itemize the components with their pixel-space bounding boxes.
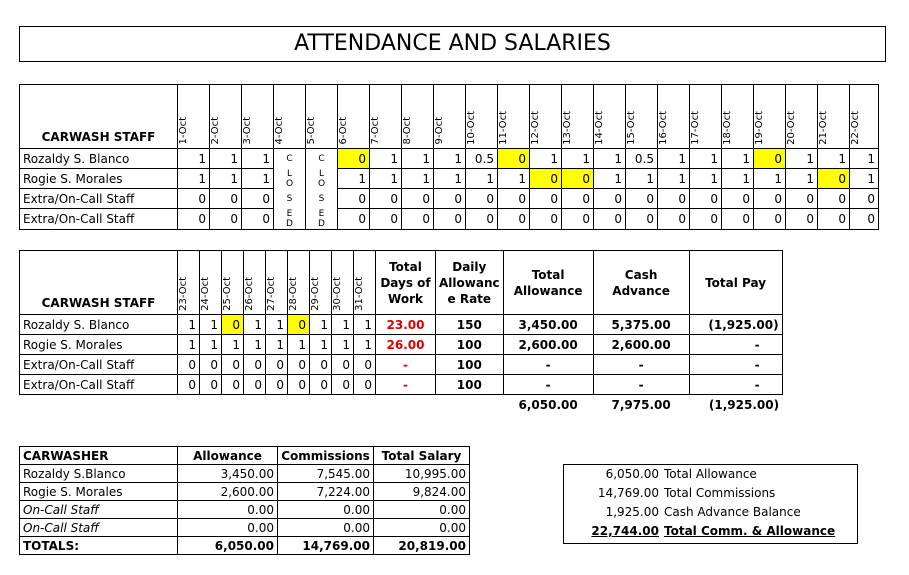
closed-letter: L O [306,169,338,189]
allowance-cell: 3,450.00 [503,315,593,335]
attendance-cell: 1 [786,169,818,189]
date-header [310,251,332,315]
total-pay-cell: - [689,355,782,375]
staff-header: CARWASH STAFF [20,251,178,315]
attendance-cell: 1 [242,149,274,169]
attendance-cell: 0 [178,209,210,230]
attendance-cell: 0 [850,209,879,230]
attendance-cell: 0 [690,189,722,209]
attendance-cell: 0 [466,209,498,230]
total-pay-cell: - [689,375,782,395]
summary-line [564,505,857,523]
attendance-cell: 0 [402,209,434,230]
attendance-cell: 0 [754,189,786,209]
total-allowance-header: Total Allowance [503,251,593,315]
attendance-cell: 0 [266,375,288,395]
total-days-cell: - [376,375,436,395]
attendance-cell: 1 [434,169,466,189]
attendance-cell: 0 [818,169,850,189]
date-label: 19-Oct [754,111,765,145]
attendance-cell: 1 [244,315,266,335]
table-row [20,355,783,375]
attendance-cell: 0 [562,169,594,189]
attendance-cell: 1 [722,169,754,189]
attendance-cell: 1 [690,149,722,169]
attendance-cell: 1 [242,169,274,189]
closed-letter: C [274,149,306,169]
commissions-cell: 7,224.00 [278,483,374,501]
page-title: ATTENDANCE AND SALARIES [19,26,886,62]
staff-name: Rogie S. Morales [20,169,178,189]
attendance-cell: 1 [354,335,376,355]
attendance-cell: 1 [530,149,562,169]
allowance-total: 6,050.00 [178,537,278,555]
date-label: 23-Oct [178,277,189,311]
date-header [434,85,466,149]
attendance-cell: 1 [626,169,658,189]
attendance-cell: 0 [626,189,658,209]
attendance-cell: 0 [754,149,786,169]
date-label: 9-Oct [434,117,445,145]
attendance-cell: 0 [498,209,530,230]
attendance-cell: 1 [754,169,786,189]
cash-advance-cell: - [593,375,689,395]
date-label: 18-Oct [722,111,733,145]
attendance-cell: 0 [244,355,266,375]
cash-advance-cell: 5,375.00 [593,315,689,335]
attendance-cell: 0 [338,209,370,230]
attendance-cell: 1 [222,335,244,355]
summary-value: 22,744.00 [591,524,659,538]
attendance-cell: 0 [786,189,818,209]
cash-advance-cell: - [593,355,689,375]
attendance-cell: 0 [200,355,222,375]
date-label: 11-Oct [498,111,509,145]
attendance-cell: 1 [562,149,594,169]
staff-name: Extra/On-Call Staff [20,209,178,230]
carwasher-name: Rozaldy S.Blanco [20,465,178,483]
date-label: 7-Oct [370,117,381,145]
date-header [850,85,879,149]
totals-summary-box [563,464,858,544]
staff-name: Rogie S. Morales [20,335,178,355]
rate-cell: 100 [436,375,504,395]
allowance-cell: 0.00 [178,501,278,519]
attendance-cell: 1 [498,169,530,189]
staff-name: Extra/On-Call Staff [20,375,178,395]
attendance-cell: 1 [658,149,690,169]
carwasher-name: On-Call Staff [20,501,178,519]
total-salary-cell: 0.00 [374,519,470,537]
date-header [244,251,266,315]
attendance-cell: 1 [288,335,310,355]
attendance-cell: 1 [434,149,466,169]
attendance-cell: 0 [850,189,879,209]
table-row [20,169,879,189]
total-pay-cell: (1,925.00) [689,315,782,335]
attendance-cell: 0 [210,189,242,209]
attendance-table-1 [19,84,879,230]
attendance-cell: 0 [178,355,200,375]
staff-name: Extra/On-Call Staff [20,189,178,209]
attendance-cell: 1 [370,169,402,189]
date-header [626,85,658,149]
date-label: 20-Oct [786,111,797,145]
closed-letter: S [274,189,306,209]
staff-header: CARWASH STAFF [20,85,178,149]
date-header [754,85,786,149]
attendance-cell: 1 [402,169,434,189]
date-label: 13-Oct [562,111,573,145]
attendance-cell: 0 [786,209,818,230]
attendance-cell: 0 [354,355,376,375]
total-pay-sum: (1,925.00) [708,397,780,412]
attendance-cell: 0 [626,209,658,230]
attendance-table-2 [19,250,783,415]
date-header [354,251,376,315]
date-label: 3-Oct [242,117,253,145]
summary-line [564,467,857,485]
attendance-cell: 0 [332,355,354,375]
attendance-cell: 0 [354,375,376,395]
attendance-cell: 0 [242,189,274,209]
allowance-cell: 2,600.00 [178,483,278,501]
attendance-cell: 0 [818,189,850,209]
date-header [288,251,310,315]
date-label: 31-Oct [354,277,365,311]
attendance-cell: 0 [222,375,244,395]
attendance-cell: 1 [310,315,332,335]
attendance-cell: 1 [786,149,818,169]
attendance-cell: 0 [178,375,200,395]
attendance-cell: 0 [818,209,850,230]
date-header [658,85,690,149]
summary-value: 6,050.00 [605,467,659,481]
attendance-cell: 0 [332,375,354,395]
commissions-total: 14,769.00 [278,537,374,555]
attendance-cell: 0 [288,315,310,335]
attendance-cell: 1 [338,169,370,189]
date-header [200,251,222,315]
attendance-cell: 0 [754,209,786,230]
total-days-cell: - [376,355,436,375]
summary-value: 14,769.00 [597,486,659,500]
date-label: 12-Oct [530,111,541,145]
totals-row [20,395,783,415]
date-header [266,251,288,315]
attendance-cell: 0 [310,355,332,375]
table-row [20,483,470,501]
closed-letter: S [306,189,338,209]
attendance-cell: 1 [310,335,332,355]
attendance-cell: 0 [244,375,266,395]
attendance-cell: 1 [178,315,200,335]
table-row [20,209,879,230]
summary-label: Cash Advance Balance [664,505,801,519]
date-header [722,85,754,149]
allowance-cell: 3,450.00 [178,465,278,483]
attendance-cell: 0.5 [626,149,658,169]
rate-cell: 100 [436,335,504,355]
date-label: 29-Oct [310,277,321,311]
totals-row [20,537,470,555]
summary-value: 1,925.00 [605,505,659,519]
attendance-cell: 1 [354,315,376,335]
attendance-cell: 0 [310,375,332,395]
total-salary-cell: 9,824.00 [374,483,470,501]
date-header [818,85,850,149]
attendance-cell: 0 [722,189,754,209]
summary-label: Total Commissions [664,486,776,500]
allowance-cell: 0.00 [178,519,278,537]
date-header [222,251,244,315]
salary-summary-table [19,446,470,555]
date-label: 6-Oct [338,117,349,145]
date-header [370,85,402,149]
attendance-cell: 0 [338,189,370,209]
date-label: 4-Oct [274,117,285,145]
attendance-cell: 0 [288,355,310,375]
commissions-header: Commissions [278,447,374,465]
summary-line [564,524,857,542]
summary-line [564,486,857,504]
table-row [20,149,879,169]
attendance-cell: 0 [498,189,530,209]
total-allowance-sum: 6,050.00 [518,397,578,412]
rate-cell: 150 [436,315,504,335]
date-header [306,85,338,149]
attendance-cell: 0 [530,189,562,209]
attendance-cell: 0 [402,189,434,209]
date-label: 25-Oct [222,277,233,311]
attendance-cell: 0 [200,375,222,395]
total-days-cell: 26.00 [376,335,436,355]
attendance-cell: 1 [178,169,210,189]
attendance-cell: 1 [658,169,690,189]
cash-advance-header: Cash Advance [593,251,689,315]
attendance-cell: 0 [466,189,498,209]
date-header [178,85,210,149]
date-header [498,85,530,149]
attendance-cell: 0 [370,189,402,209]
commissions-cell: 0.00 [278,519,374,537]
table-row [20,315,783,335]
date-label: 15-Oct [626,111,637,145]
attendance-cell: 1 [722,149,754,169]
attendance-cell: 1 [402,149,434,169]
attendance-cell: 1 [850,149,879,169]
date-header [242,85,274,149]
attendance-cell: 0 [434,209,466,230]
date-label: 16-Oct [658,111,669,145]
closed-letter: E D [306,209,338,230]
carwasher-name: On-Call Staff [20,519,178,537]
attendance-cell: 0 [370,209,402,230]
date-header [178,251,200,315]
attendance-cell: 1 [200,335,222,355]
attendance-cell: 0 [658,189,690,209]
attendance-cell: 0 [594,209,626,230]
allowance-cell: - [503,355,593,375]
attendance-cell: 1 [210,169,242,189]
attendance-cell: 1 [818,149,850,169]
date-label: 1-Oct [178,117,189,145]
attendance-cell: 1 [266,335,288,355]
date-label: 30-Oct [332,277,343,311]
date-label: 8-Oct [402,117,413,145]
date-label: 14-Oct [594,111,605,145]
total-salary-total: 20,819.00 [374,537,470,555]
attendance-cell: 0 [498,149,530,169]
date-header [562,85,594,149]
attendance-cell: 0 [178,189,210,209]
attendance-cell: 1 [200,315,222,335]
rate-cell: 100 [436,355,504,375]
attendance-cell: 0.5 [466,149,498,169]
attendance-cell: 0 [562,209,594,230]
summary-label: Total Allowance [664,467,757,481]
closed-letter: L O [274,169,306,189]
attendance-cell: 0 [242,209,274,230]
table-header-row [20,447,470,465]
date-header [466,85,498,149]
date-label: 5-Oct [306,117,317,145]
date-header [274,85,306,149]
attendance-cell: 0 [722,209,754,230]
attendance-cell: 1 [266,315,288,335]
cash-advance-cell: 2,600.00 [593,335,689,355]
attendance-cell: 1 [850,169,879,189]
attendance-cell: 0 [530,169,562,189]
attendance-cell: 1 [332,315,354,335]
attendance-cell: 1 [594,149,626,169]
date-label: 2-Oct [210,117,221,145]
date-label: 28-Oct [288,277,299,311]
closed-letter: C [306,149,338,169]
table-row [20,465,470,483]
carwasher-header: CARWASHER [20,447,178,465]
attendance-cell: 1 [690,169,722,189]
commissions-cell: 7,545.00 [278,465,374,483]
date-label: 17-Oct [690,111,701,145]
attendance-cell: 0 [288,375,310,395]
total-cash-advance-sum: 7,975.00 [611,397,671,412]
attendance-cell: 1 [332,335,354,355]
total-salary-header: Total Salary [374,447,470,465]
attendance-cell: 0 [530,209,562,230]
date-header [332,251,354,315]
date-header [338,85,370,149]
date-label: 21-Oct [818,111,829,145]
attendance-cell: 1 [370,149,402,169]
attendance-cell: 1 [466,169,498,189]
date-header [786,85,818,149]
table-row [20,519,470,537]
attendance-cell: 0 [210,209,242,230]
total-salary-cell: 10,995.00 [374,465,470,483]
date-header [402,85,434,149]
closed-letter: E D [274,209,306,230]
total-salary-cell: 0.00 [374,501,470,519]
attendance-cell: 0 [266,355,288,375]
staff-name: Extra/On-Call Staff [20,355,178,375]
attendance-cell: 0 [594,189,626,209]
date-header [530,85,562,149]
attendance-cell: 1 [178,335,200,355]
attendance-cell: 1 [244,335,266,355]
totals-label: TOTALS: [20,537,178,555]
attendance-cell: 0 [562,189,594,209]
attendance-cell: 0 [338,149,370,169]
attendance-cell: 0 [434,189,466,209]
total-days-cell: 23.00 [376,315,436,335]
attendance-cell: 1 [210,149,242,169]
attendance-cell: 1 [594,169,626,189]
date-label: 26-Oct [244,277,255,311]
date-label: 22-Oct [850,111,861,145]
table-row [20,335,783,355]
attendance-cell: 0 [222,355,244,375]
attendance-cell: 0 [222,315,244,335]
date-label: 27-Oct [266,277,277,311]
rate-header: Daily Allowanc e Rate [436,251,504,315]
date-header [594,85,626,149]
table-row [20,501,470,519]
date-header [210,85,242,149]
date-label: 10-Oct [466,111,477,145]
total-pay-header: Total Pay [689,251,782,315]
allowance-cell: 2,600.00 [503,335,593,355]
date-label: 24-Oct [200,277,211,311]
commissions-cell: 0.00 [278,501,374,519]
staff-name: Rozaldy S. Blanco [20,315,178,335]
attendance-cell: 1 [178,149,210,169]
allowance-header: Allowance [178,447,278,465]
table-row [20,189,879,209]
allowance-cell: - [503,375,593,395]
total-pay-cell: - [689,335,782,355]
attendance-cell: 0 [690,209,722,230]
staff-name: Rozaldy S. Blanco [20,149,178,169]
attendance-cell: 0 [658,209,690,230]
carwasher-name: Rogie S. Morales [20,483,178,501]
summary-label: Total Comm. & Allowance [664,524,836,538]
table-row [20,375,783,395]
date-header [690,85,722,149]
total-days-header: Total Days of Work [376,251,436,315]
